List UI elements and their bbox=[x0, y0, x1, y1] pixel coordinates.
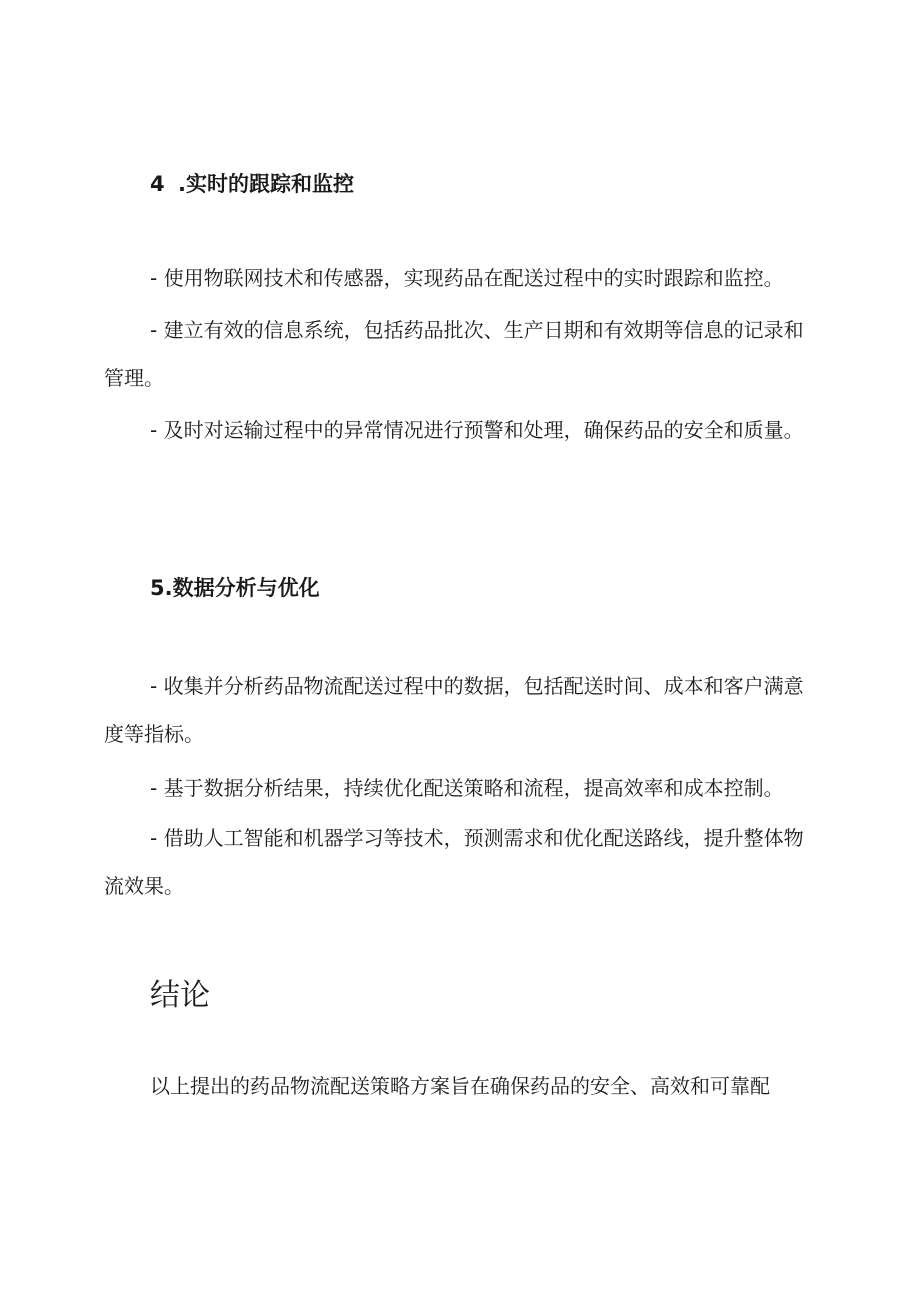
section-5-heading: 5.数据分析与优化 bbox=[150, 576, 320, 600]
section-5-item: - 基于数据分析结果，持续优化配送策略和流程，提高效率和成本控制。 bbox=[150, 776, 784, 800]
conclusion-heading: 结论 bbox=[150, 978, 210, 1013]
section-5-item: - 借助人工智能和机器学习等技术，预测需求和优化配送路线，提升整体物流效果。 bbox=[104, 826, 804, 898]
section-5-item: - 收集并分析药品物流配送过程中的数据，包括配送时间、成本和客户满意度等指标。 bbox=[104, 674, 804, 746]
section-4-title: .实时的跟踪和监控 bbox=[178, 172, 354, 196]
section-4-item: - 建立有效的信息系统，包括药品批次、生产日期和有效期等信息的记录和管理。 bbox=[104, 318, 804, 390]
section-4-item: - 及时对运输过程中的异常情况进行预警和处理，确保药品的安全和质量。 bbox=[150, 418, 804, 442]
section-4-heading bbox=[150, 168, 354, 198]
conclusion-paragraph: 以上提出的药品物流配送策略方案旨在确保药品的安全、高效和可靠配 bbox=[150, 1074, 770, 1098]
section-4-item: - 使用物联网技术和传感器，实现药品在配送过程中的实时跟踪和监控。 bbox=[150, 266, 784, 290]
section-4-number: 4 bbox=[150, 172, 165, 196]
